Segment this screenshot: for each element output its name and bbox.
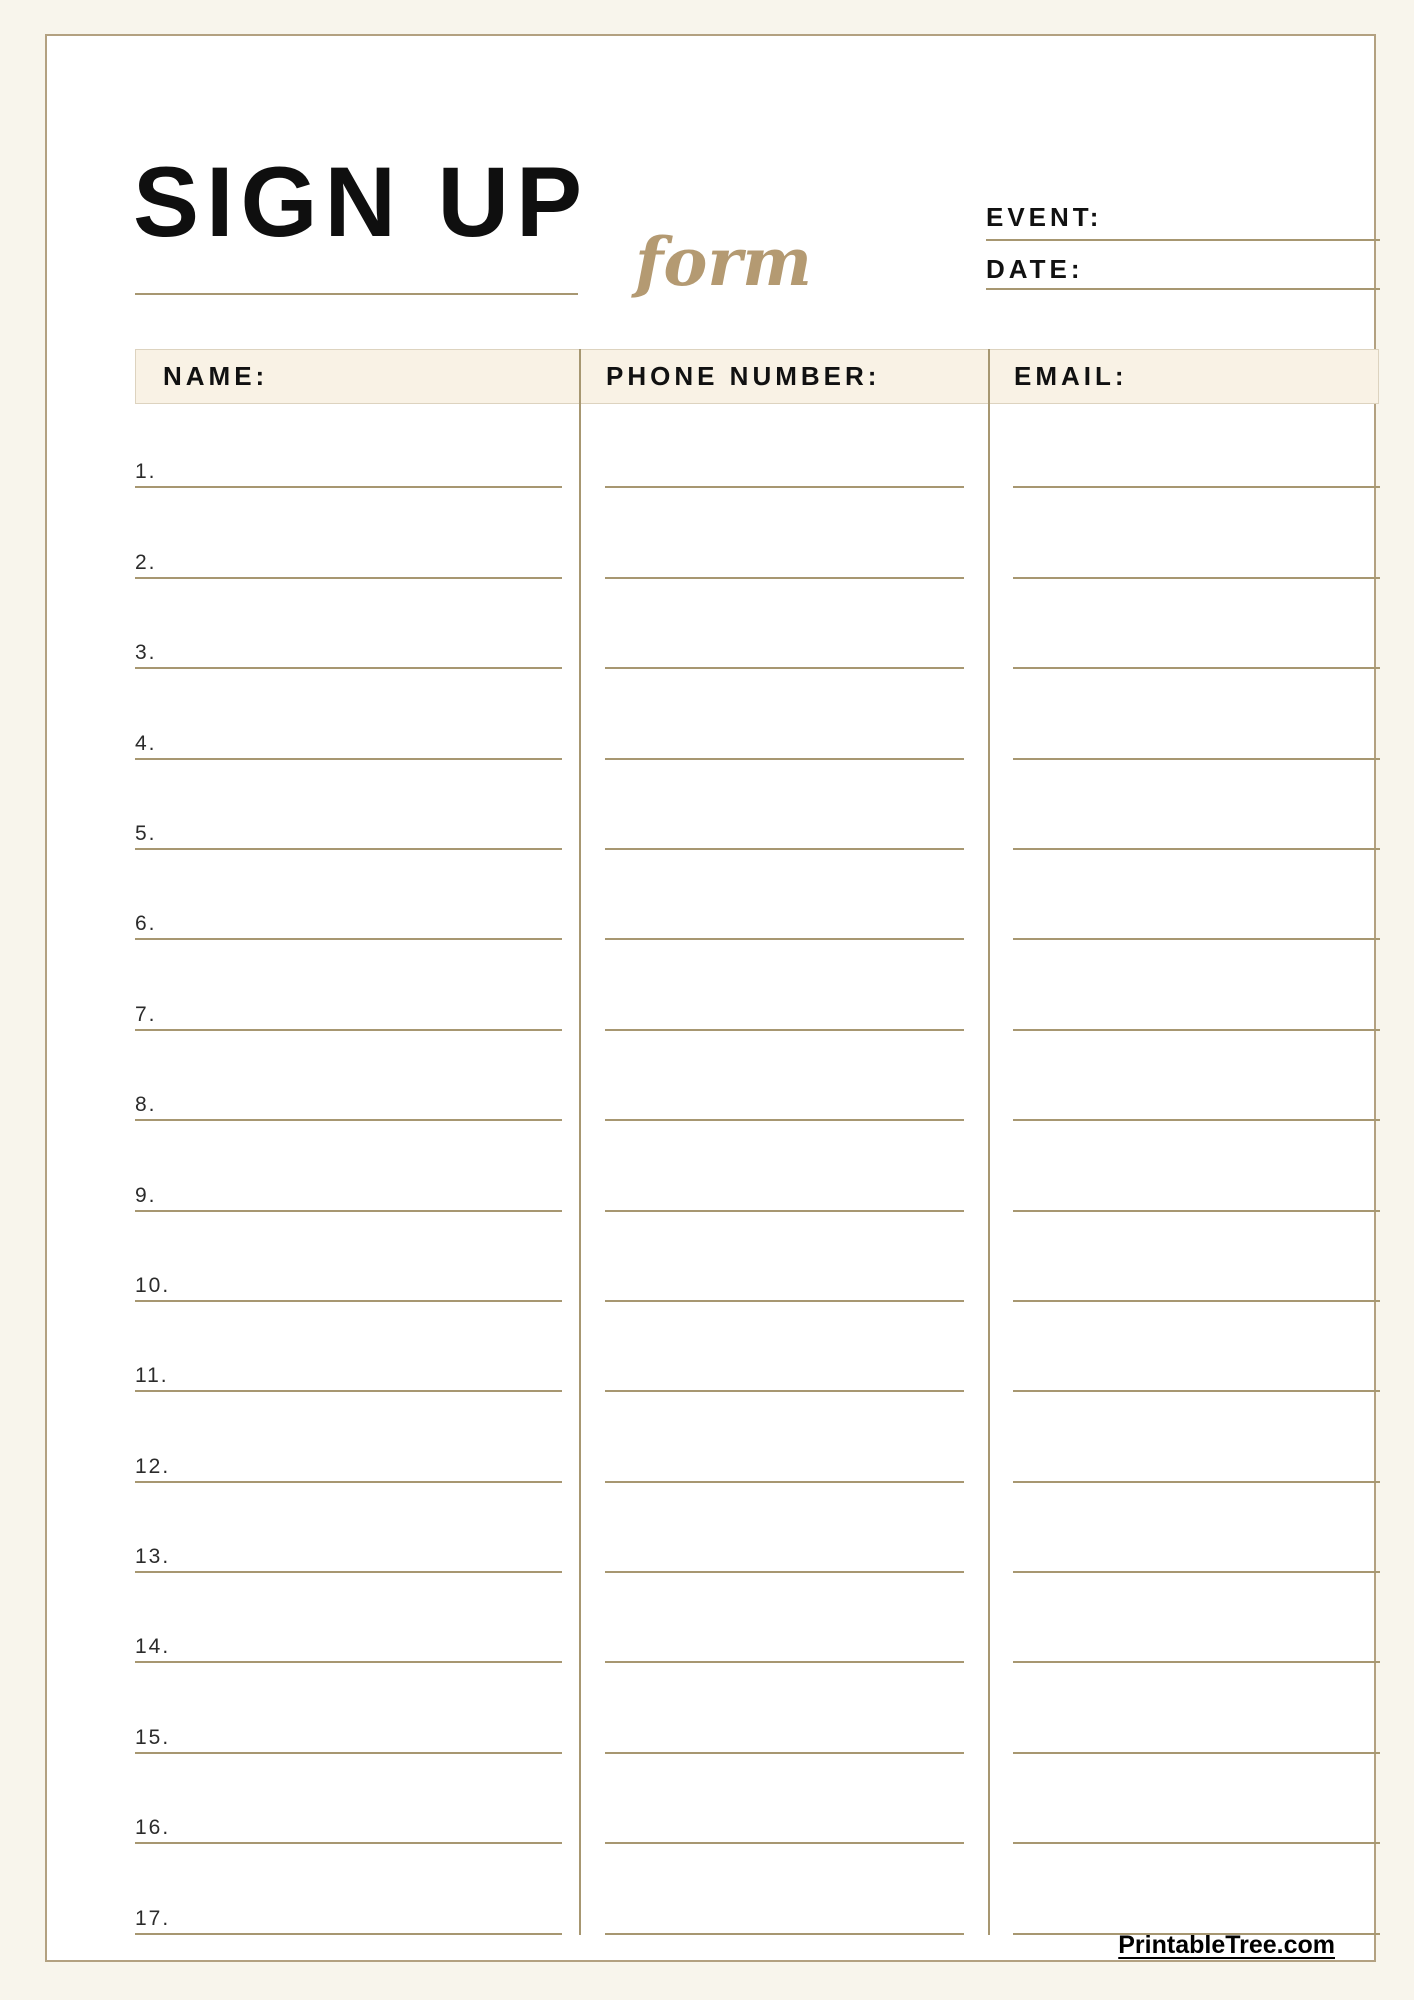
row-number: 17.: [135, 1906, 171, 1930]
row-number: 12.: [135, 1454, 171, 1478]
table-row: [135, 1212, 1380, 1302]
page-subtitle: form: [635, 223, 813, 301]
table-row: [135, 1573, 1380, 1663]
row-number: 4.: [135, 731, 157, 755]
row-number: 9.: [135, 1183, 157, 1207]
table-row: [135, 579, 1380, 669]
form-card: [45, 34, 1376, 1962]
row-number: 10.: [135, 1273, 171, 1297]
table-row: [135, 1663, 1380, 1753]
table-row: [135, 1031, 1380, 1121]
column-header-email: EMAIL:: [1014, 361, 1128, 391]
table-row: [135, 1121, 1380, 1211]
table-row: [135, 1483, 1380, 1573]
row-number: 2.: [135, 550, 157, 574]
row-number: 11.: [135, 1364, 169, 1388]
row-number: 3.: [135, 641, 157, 665]
row-number: 1.: [135, 460, 157, 484]
table-row: [135, 1754, 1380, 1844]
column-divider-2: [988, 349, 990, 1935]
table-row: [135, 1302, 1380, 1392]
row-number: 6.: [135, 912, 157, 936]
column-header-name: NAME:: [163, 361, 269, 391]
title-underline: [135, 293, 578, 295]
table-row: [135, 850, 1380, 940]
phone-input-line[interactable]: [605, 1933, 964, 1935]
date-label: DATE:: [986, 254, 1084, 284]
table-row: [135, 940, 1380, 1030]
table-row: [135, 1844, 1380, 1934]
row-number: 16.: [135, 1816, 171, 1840]
date-input-line[interactable]: [986, 288, 1380, 290]
table-row: [135, 760, 1380, 850]
row-number: 14.: [135, 1635, 171, 1659]
footer-site-link[interactable]: PrintableTree.com: [1118, 1931, 1335, 1959]
table-row: [135, 669, 1380, 759]
row-number: 15.: [135, 1725, 171, 1749]
table-row: [135, 1392, 1380, 1482]
row-number: 5.: [135, 821, 157, 845]
name-input-line[interactable]: [135, 1933, 562, 1935]
row-number: 13.: [135, 1545, 171, 1569]
table-header-band: [135, 349, 1379, 404]
column-divider-1: [579, 349, 581, 1935]
table-row: [135, 398, 1380, 488]
row-number: 7.: [135, 1002, 157, 1026]
table-body: [135, 398, 1380, 1935]
event-label: EVENT:: [986, 202, 1103, 232]
table-row: [135, 488, 1380, 578]
event-input-line[interactable]: [986, 239, 1380, 241]
row-number: 8.: [135, 1093, 157, 1117]
column-header-phone: PHONE NUMBER:: [606, 361, 881, 391]
page-title: SIGN UP: [133, 146, 590, 257]
